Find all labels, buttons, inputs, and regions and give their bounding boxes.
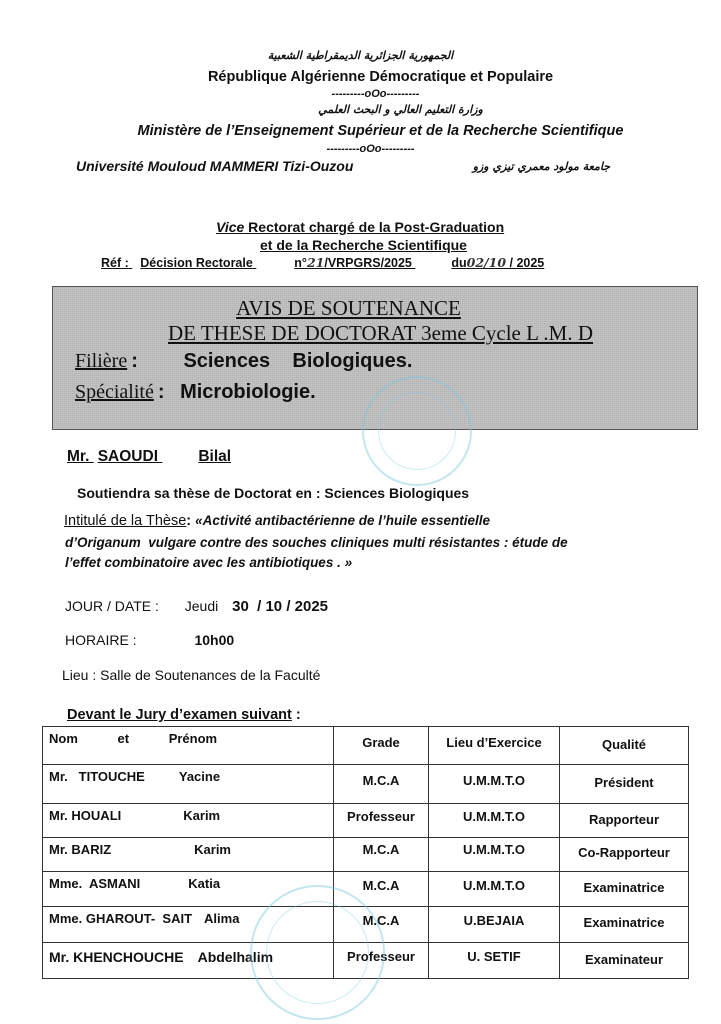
thesis-title-line3: l’effet combinatoire avec les antibiotiques . » <box>65 555 353 570</box>
notice-title-2: DE THESE DE DOCTORAT 3eme Cycle L .M. D <box>167 321 594 345</box>
jury-qualite: Examinatrice <box>560 907 689 943</box>
time-row <box>65 632 234 648</box>
jury-row <box>43 765 689 804</box>
jury-heading-text: Devant le Jury d’examen suivant <box>67 707 292 723</box>
jury-grade: Professeur <box>334 943 429 979</box>
jury-lieu: U.M.M.T.O <box>429 765 560 804</box>
republic-french: République Algérienne Démocratique et Populaire <box>207 69 554 85</box>
jury-qualite: Rapporteur <box>560 804 689 838</box>
jury-title: Mr. <box>49 949 70 965</box>
thesis-title-1: «Activité antibactérienne de l’huile essentielle <box>195 513 490 528</box>
time-label: HORAIRE : <box>65 632 137 648</box>
header-name-cell <box>43 727 334 765</box>
republic-arabic: الجمهورية الجزائرية الديمقراطية الشعبية <box>267 49 454 62</box>
jury-grade: M.C.A <box>334 838 429 872</box>
specialite-colon: : <box>157 381 165 403</box>
vice-rest: Rectorat chargé de la Post-Graduation <box>244 219 505 235</box>
jury-header-row <box>43 727 689 765</box>
filiere-label: Filière <box>75 350 128 372</box>
jury-qualite: Président <box>560 765 689 804</box>
university-stamp-1 <box>362 376 472 486</box>
jury-grade: M.C.A <box>334 907 429 943</box>
jury-first: Karim <box>183 808 221 823</box>
filiere-row <box>75 350 412 373</box>
jury-lieu: U.BEJAIA <box>429 907 560 943</box>
col-grade: Grade <box>334 727 429 765</box>
jury-row <box>43 838 689 872</box>
ref-number-suffix: /VRPGRS/2025 <box>324 256 412 270</box>
col-et: et <box>117 731 130 746</box>
jury-first: Abdelhalim <box>197 949 274 965</box>
jury-title: Mme. <box>49 876 83 891</box>
candidate-last-name: SAOUDI <box>97 448 159 465</box>
specialite-row <box>75 381 316 404</box>
jury-name <box>43 804 334 838</box>
specialite-label: Spécialité <box>75 381 154 403</box>
vice-italic: Vice <box>216 219 245 235</box>
date-day: Jeudi <box>184 598 219 614</box>
separator-1: ---------oOo--------- <box>331 88 420 100</box>
thesis-title-line2: d’Origanum vulgare contre des souches cliniques multi résistantes : étude de <box>65 535 568 550</box>
ref-label: Réf : <box>101 256 129 270</box>
vice-rectorat-line2: et de la Recherche Scientifique <box>260 237 467 253</box>
ref-date-prefix: du <box>451 256 467 270</box>
candidate-title: Mr. <box>67 448 90 465</box>
jury-last: HOUALI <box>71 808 122 823</box>
jury-heading-colon: : <box>291 707 301 723</box>
jury-qualite: Co-Rapporteur <box>560 838 689 872</box>
jury-lieu: U.M.M.T.O <box>429 804 560 838</box>
jury-qualite: Examinateur <box>560 943 689 979</box>
date-value: 30 / 10 / 2025 <box>232 598 329 615</box>
ref-number-handwritten: 21 <box>306 255 325 270</box>
col-qualite: Qualité <box>560 727 689 765</box>
ref-date-year: / 2025 <box>509 256 545 270</box>
jury-name <box>43 838 334 872</box>
jury-title: Mme. <box>49 911 83 926</box>
candidate-first-name: Bilal <box>198 448 232 465</box>
jury-lieu: U.M.M.T.O <box>429 872 560 907</box>
specialite-value: Microbiologie. <box>180 381 316 403</box>
jury-first: Karim <box>194 842 231 857</box>
jury-row <box>43 872 689 907</box>
university-stamp-2 <box>250 885 385 1020</box>
jury-heading <box>67 707 301 723</box>
candidate-name <box>67 448 272 466</box>
university-french: Université Mouloud MAMMERI Tizi-Ouzou <box>76 158 354 174</box>
ref-number-prefix: n° <box>294 256 307 270</box>
filiere-colon: : <box>131 350 138 372</box>
reference-line <box>101 255 601 270</box>
notice-title-1: AVIS DE SOUTENANCE <box>236 296 461 320</box>
date-row <box>65 598 328 615</box>
jury-name <box>43 765 334 804</box>
jury-lieu: U. SETIF <box>429 943 560 979</box>
jury-grade: M.C.A <box>334 872 429 907</box>
ministry-arabic: وزارة التعليم العالي و البحث العلمي <box>318 103 483 116</box>
jury-last: BARIZ <box>71 842 112 857</box>
vice-rectorat-line1 <box>216 219 504 235</box>
ref-decision: Décision Rectorale <box>140 256 253 270</box>
jury-lieu: U.M.M.T.O <box>429 838 560 872</box>
jury-first: Katia <box>188 876 221 891</box>
col-nom: Nom <box>49 731 78 746</box>
jury-grade: M.C.A <box>334 765 429 804</box>
jury-title: Mr. <box>49 842 68 857</box>
jury-title: Mr. <box>49 808 68 823</box>
jury-last: KHENCHOUCHE <box>73 949 184 965</box>
filiere-value: Sciences Biologiques. <box>183 350 413 372</box>
thesis-label: Intitulé de la Thèse <box>64 513 187 529</box>
jury-grade: Professeur <box>334 804 429 838</box>
date-label: JOUR / DATE : <box>65 598 159 614</box>
jury-last: TITOUCHE <box>78 769 145 784</box>
ministry-french: Ministère de l’Enseignement Supérieur et de la Recherche Scientifique <box>137 123 624 139</box>
separator-2: ---------oOo--------- <box>326 143 415 155</box>
university-arabic: جامعة مولود معمري تيزي وزو <box>472 160 610 173</box>
defense-line: Soutiendra sa thèse de Doctorat en : Sciences Biologiques <box>77 485 470 501</box>
jury-row <box>43 804 689 838</box>
thesis-colon: : <box>186 513 192 529</box>
time-value: 10h00 <box>194 632 235 648</box>
jury-title: Mr. <box>49 769 68 784</box>
place: Lieu : Salle de Soutenances de la Faculté <box>62 667 321 683</box>
jury-first: Alima <box>204 911 240 926</box>
ref-date-handwritten: 02/10 <box>466 255 507 270</box>
jury-last: GHAROUT- SAIT <box>85 911 193 926</box>
thesis-title-line1 <box>64 513 490 529</box>
jury-qualite: Examinatrice <box>560 872 689 907</box>
jury-first: Yacine <box>178 769 221 784</box>
col-prenom: Prénom <box>168 731 218 746</box>
jury-last: ASMANI <box>88 876 141 891</box>
col-lieu: Lieu d’Exercice <box>429 727 560 765</box>
